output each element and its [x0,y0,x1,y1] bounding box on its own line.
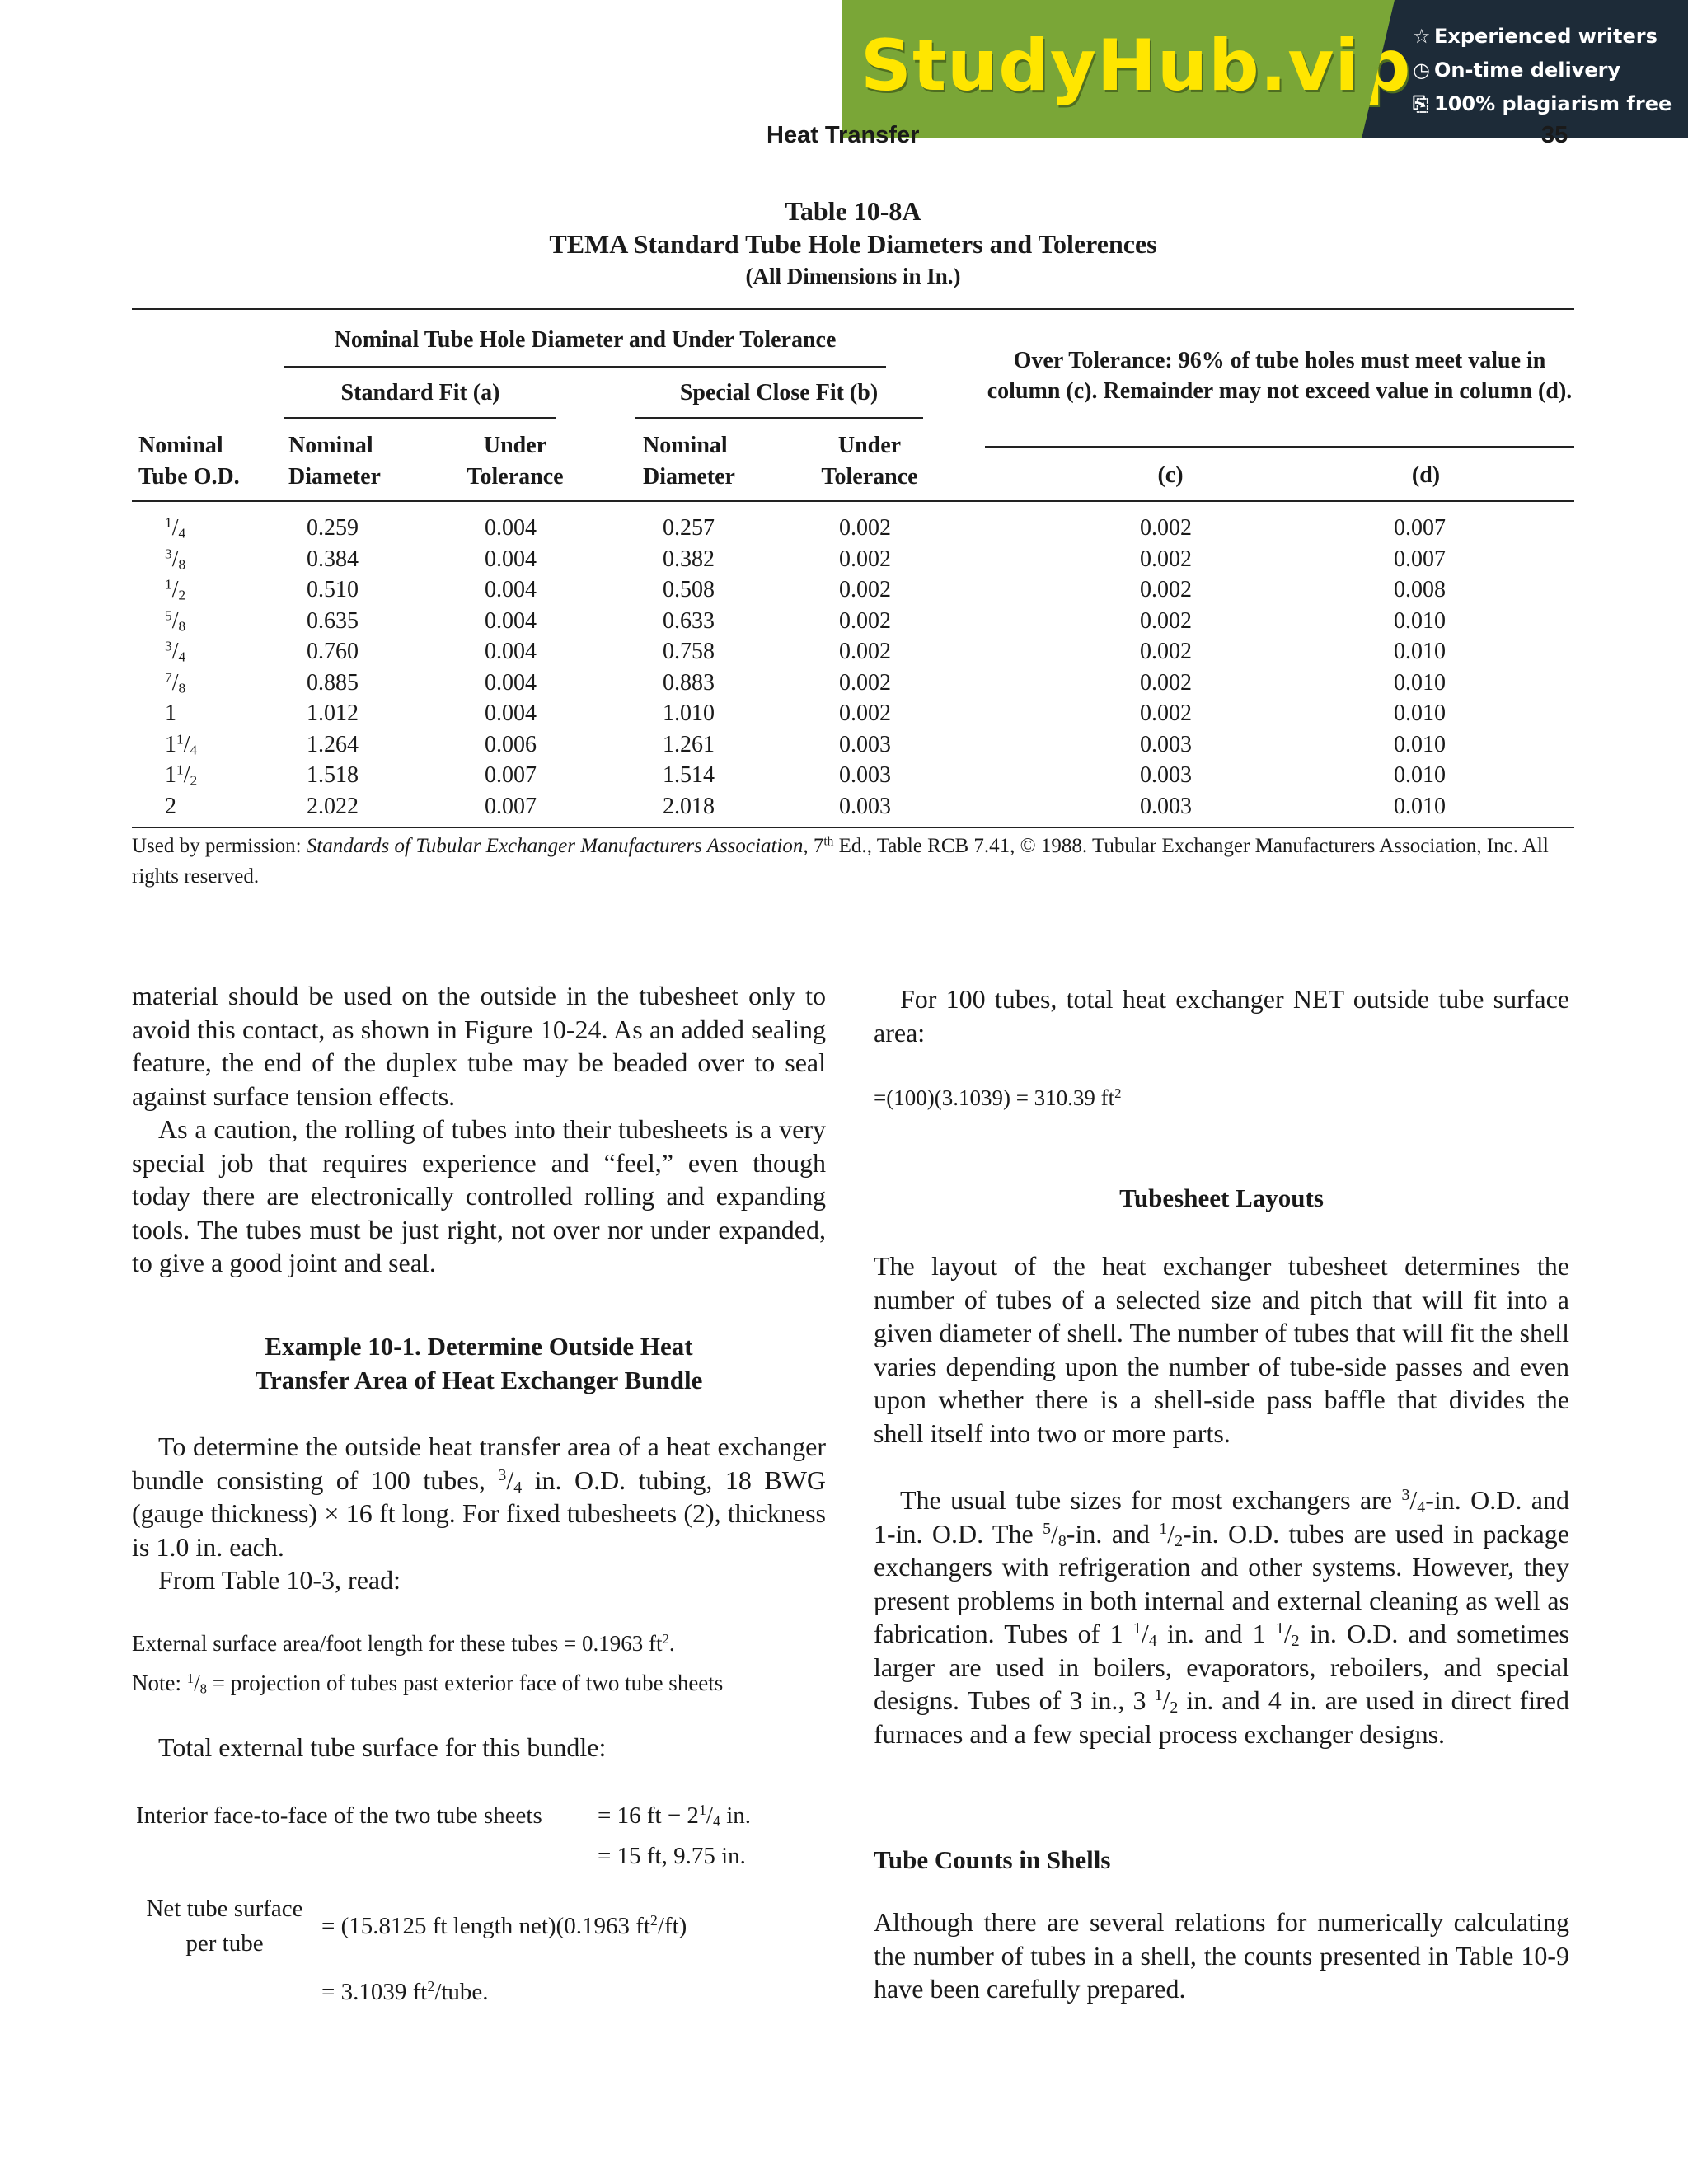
column-std-diameter [307,513,359,822]
banner-feature: ◷ On-time delivery [1413,54,1688,87]
column-c [1140,513,1192,822]
right-paragraph-3: The usual tube sizes for most exchangers are $^3/_4-in$. O.D. and 1-in. O.D. The $^5/_8-in$. and $^1/_2-in$. O.D. tubes are used in package exchangers with refrigeration and other systems. However, they present problems in both internal and external cleaning as well as fabrication. Tubes of 1 $^1/_4$ in. and 1 $^1/_2$ in. O.D. and sometimes larger are used in boilers, evaporators, reboilers, and special designs. Tubes of 3 in., 3 $^1/_2$ in. and 4 in. are used in direct fired furnaces and a few special process exchanger designs. [874,1485,1570,1749]
standard-fit-header: Standard Fit (a) [340,380,500,405]
over-tolerance-header: Over Tolerance: 96% of tube holes must meet value in column (c). Remainder may not exceed value in column (d). [987,348,1573,404]
cell-std-dia: 0.510 [307,577,359,602]
eq-face-label: Interior face-to-face of the two tube sheets [136,1802,542,1829]
cell-d: 0.010 [1394,669,1446,696]
col-header-d: (d) [1411,462,1441,488]
cell-tube-od: $^1/_4$ [165,514,186,541]
cell-d: 0.010 [1394,793,1446,819]
table-footnote: Used by permission: Standards of Tubular Exchanger Manufacturers Association, 7th Ed., Table RCB 7.41, © 1988. Tubular Exchanger Manufacturers Association, Inc. All rights reserved. [132,834,1549,888]
cell-sp-dia: 2.018 [663,793,715,819]
cell-sp-dia: 1.514 [663,762,715,788]
standard-fit-rule [284,417,556,419]
cell-std-tol: 0.004 [485,515,537,541]
table-title: TEMA Standard Tube Hole Diameters and Tolerences [549,229,1157,259]
cell-sp-dia: 0.883 [663,669,715,696]
left-paragraph-2: As a caution, the rolling of tubes into their tubesheets is a very special job that requires experience and “feel,” even though today there are electronically controlled rolling and expanding tools. The tubes must be just right, not over nor under expanded, to give a good joint and seal. [132,1114,826,1277]
document-check-icon: ⎘ [1413,92,1429,115]
cell-std-dia: 1.012 [307,701,359,726]
col-header-tube-od: Nominal Tube O.D. [138,433,240,490]
right-paragraph-1: For 100 tubes, total heat exchanger NET outside tube surface area: [874,984,1569,1047]
cell-tube-od: $1^1/_2$ [165,762,198,789]
table-top-rule [132,308,1574,310]
cell-sp-tol: 0.002 [839,669,891,696]
banner-logo-panel [842,0,1412,138]
cell-sp-dia: 0.508 [663,577,715,602]
table-number: Table 10-8A [785,196,921,226]
eq-net-result: = 3.1039 $ft^2$/tube. [321,1978,489,2005]
cell-tube-od: $^5/_8$ [165,607,186,634]
column-d [1394,513,1446,822]
column-sp-diameter [663,513,715,822]
cell-tube-od: $^3/_4$ [165,638,186,665]
special-fit-header: Special Close Fit (b) [679,380,879,405]
cell-d: 0.007 [1394,515,1446,541]
eq-face-value: = 16 ft − $2^1/_4$ in. [598,1802,752,1830]
cell-std-tol: 0.004 [485,607,537,634]
cell-std-tol: 0.007 [485,762,537,788]
cell-sp-tol: 0.002 [839,515,891,541]
cell-c: 0.002 [1140,515,1192,541]
cell-sp-tol: 0.002 [839,546,891,572]
cell-sp-dia: 0.758 [663,639,715,664]
cell-c: 0.002 [1140,701,1192,726]
eq-net-value: = (15.8125 ft length net)(0.1963 $ft^2/ft$) [321,1912,687,1939]
col-header-std-under: Under Tolerance [467,433,564,490]
cell-sp-tol: 0.002 [839,577,891,602]
special-fit-rule [635,417,923,419]
cell-std-dia: 1.264 [307,731,359,757]
net-area-calc: =(100)(3.1039) = 310.39 $ft^2$ [874,1085,1122,1110]
cell-c: 0.003 [1140,762,1192,788]
banner-feature: ⎘ 100% plagiarism free [1413,87,1688,121]
cell-std-tol: 0.004 [485,669,537,696]
cell-std-tol: 0.004 [485,577,537,602]
cell-d: 0.010 [1394,731,1446,757]
left-paragraph-4: From Table 10-3, read: [158,1565,401,1595]
left-paragraph-1: material should be used on the outside in the tubesheet only to avoid this contact, as shown in Figure 10-24. As an added sealing feature, the end of the duplex tube may be beaded over to seal against surface tension effects. [132,981,826,1111]
col-header-std-nominal: Nominal Diameter [288,433,381,490]
col-header-sp-nominal: Nominal Diameter [643,433,735,490]
example-heading: Example 10-1. Determine Outside Heat Transfer Area of Heat Exchanger Bundle [255,1332,703,1394]
total-surface-line: Total external tube surface for this bundle: [158,1732,607,1762]
running-header: Heat Transfer [767,122,920,148]
cell-sp-tol: 0.003 [839,731,891,757]
cell-c: 0.003 [1140,793,1192,819]
cell-std-dia: 1.518 [307,762,359,788]
cell-c: 0.002 [1140,639,1192,664]
cell-std-dia: 0.760 [307,639,359,664]
cell-sp-tol: 0.002 [839,607,891,634]
cell-d: 0.010 [1394,639,1446,664]
cell-d: 0.010 [1394,701,1446,726]
note-line: Note: $^1/_8$ = projection of tubes past exterior face of two tube sheets [132,1670,724,1697]
group-header-rule [284,366,886,368]
advertisement-banner[interactable] [842,0,1688,138]
column-sp-tolerance [839,513,891,822]
clock-icon: ◷ [1413,59,1430,82]
cell-std-tol: 0.004 [485,701,537,726]
cell-sp-dia: 0.382 [663,546,715,572]
cell-d: 0.010 [1394,762,1446,788]
cell-c: 0.002 [1140,607,1192,634]
heading-tube-counts: Tube Counts in Shells [874,1845,1111,1874]
cell-c: 0.002 [1140,546,1192,572]
cell-tube-od: 2 [165,793,176,819]
eq-net-label: Net tube surface per tube [146,1896,303,1957]
cell-d: 0.007 [1394,546,1446,572]
cell-std-tol: 0.004 [485,639,537,664]
cell-tube-od: $^1/_2$ [165,576,186,603]
group-header: Nominal Tube Hole Diameter and Under Tolerance [334,327,837,353]
right-paragraph-2: The layout of the heat exchanger tubesheet determines the number of tubes of a selected size and pitch that will fit into a given diameter of shell. The number of tubes that will fit the shell varies depending upon the number of tube-side passes and even upon whether there is a shell-side pass baffle that divides the shell itself into two or more parts. [874,1251,1569,1448]
cell-sp-dia: 0.257 [663,515,715,541]
cell-std-dia: 0.384 [307,546,359,572]
cell-sp-dia: 1.261 [663,731,715,757]
cell-std-dia: 0.885 [307,669,359,696]
cell-sp-dia: 1.010 [663,701,715,726]
page-number: 35 [1541,122,1568,148]
banner-feature: ☆ Experienced writers [1413,20,1688,54]
over-tolerance-rule [985,446,1574,448]
left-paragraph-3: To determine the outside heat transfer area of a heat exchanger bundle consisting of 100 tubes, $^3/_4$ in. O.D. tubing, 18 BWG (gauge thickness) × 16 ft long. For fixed tubesheets (2), thickness is 1.0 in. each. [132,1432,827,1562]
col-header-c: (c) [1157,462,1184,488]
column-std-tolerance [485,513,537,822]
cell-std-dia: 0.259 [307,515,359,541]
cell-sp-tol: 0.002 [839,701,891,726]
cell-c: 0.002 [1140,577,1192,602]
cell-tube-od: 1 [165,701,176,726]
surface-area-line: External surface area/foot length for these tubes = 0.1963 $ft^2$. [132,1630,675,1656]
table-header-rule [132,500,1574,502]
table-bottom-rule [132,827,1574,828]
cell-tube-od: $^3/_8$ [165,545,186,572]
cell-c: 0.003 [1140,731,1192,757]
cell-sp-tol: 0.002 [839,639,891,664]
cell-std-dia: 0.635 [307,607,359,634]
cell-c: 0.002 [1140,669,1192,696]
cell-sp-dia: 0.633 [663,607,715,634]
star-icon: ☆ [1413,25,1431,48]
cell-std-tol: 0.007 [485,793,537,819]
cell-sp-tol: 0.003 [839,762,891,788]
col-header-sp-under: Under Tolerance [821,433,918,490]
column-tube-od [165,513,197,822]
cell-tube-od: $1^1/_4$ [165,730,198,757]
table-dimensions-note: (All Dimensions in In.) [745,264,961,288]
cell-std-tol: 0.004 [485,546,537,572]
right-paragraph-4: Although there are several relations for numerically calculating the number of tubes in a shell, the counts presented in Table 10-9 have been carefully prepared. [874,1907,1569,2004]
cell-tube-od: $^7/_8$ [165,668,186,696]
cell-std-tol: 0.006 [485,731,537,757]
eq-face-result: = 15 ft, 9.75 in. [598,1843,746,1869]
banner-logo: StudyHub.vip [860,25,1412,107]
cell-d: 0.010 [1394,607,1446,634]
cell-sp-tol: 0.003 [839,793,891,819]
heading-tubesheet-layouts: Tubesheet Layouts [1119,1183,1324,1212]
cell-std-dia: 2.022 [307,793,359,819]
cell-d: 0.008 [1394,577,1446,602]
